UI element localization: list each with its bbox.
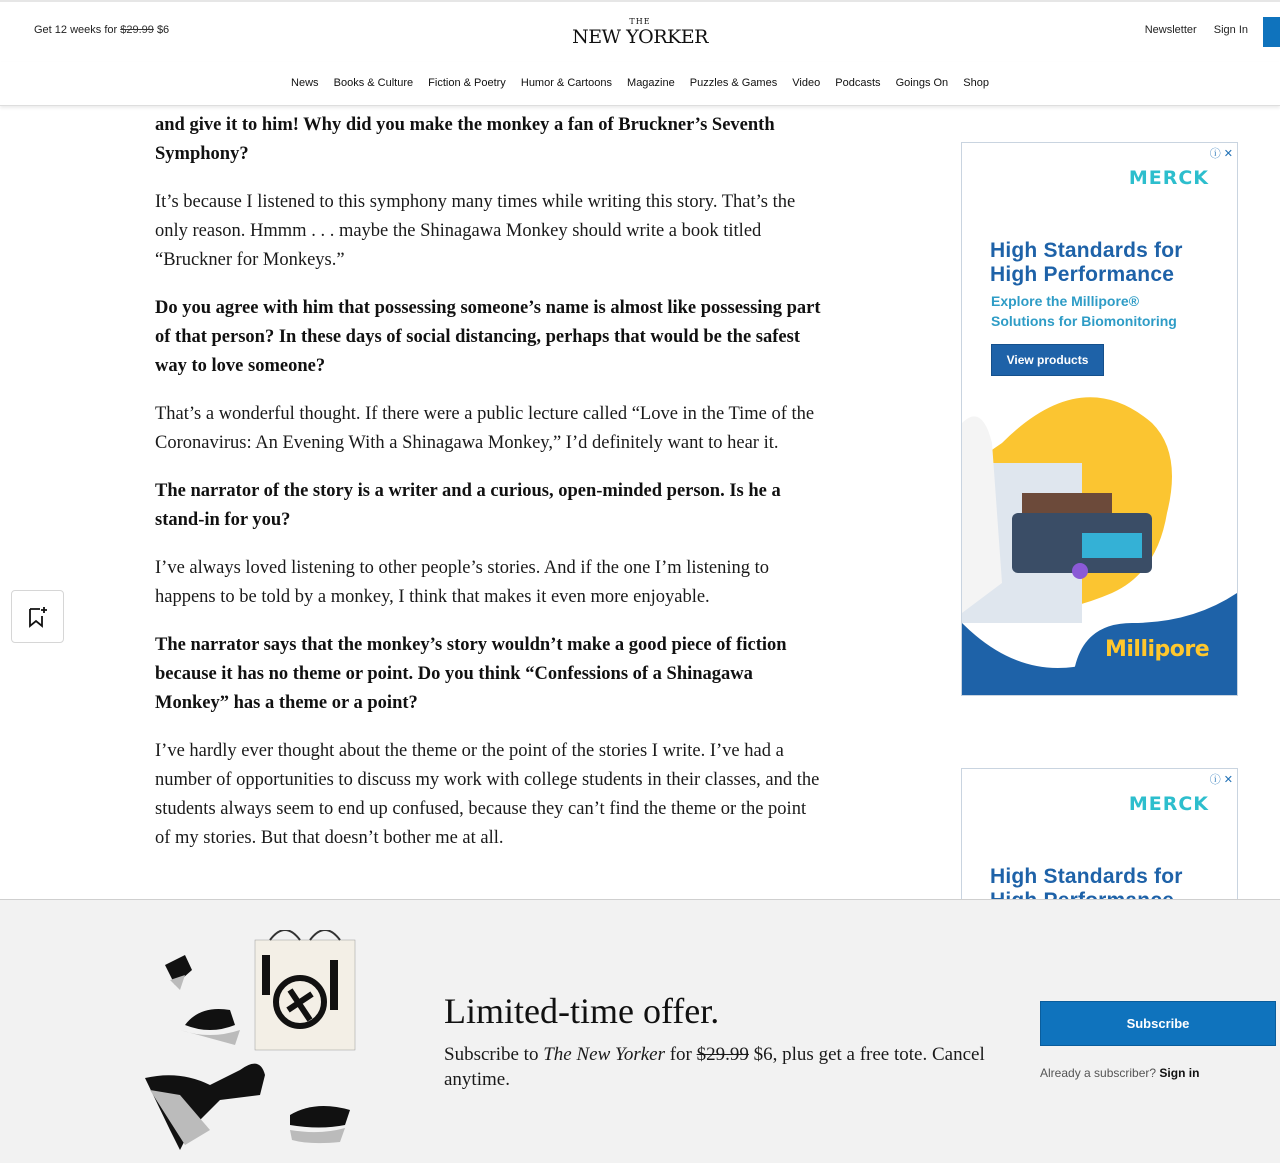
header-links [1131, 24, 1248, 36]
article-body [155, 106, 823, 872]
subscription-promo[interactable] [34, 24, 169, 36]
ad-subtitle-line-2: Solutions for Biomonitoring [991, 313, 1177, 329]
merck-logo: MERCK [1128, 167, 1209, 189]
nav-item-video[interactable]: Video [792, 77, 821, 89]
ad-headline-line-2: High Performance [990, 263, 1175, 286]
sign-in-link[interactable]: Sign In [1213, 24, 1248, 36]
new-yorker-logo[interactable] [570, 18, 710, 48]
nav-item-puzzles-games[interactable]: Puzzles & Games [689, 77, 778, 89]
merck-ad-second[interactable] [961, 768, 1238, 910]
offer-title: Limited-time offer. [444, 991, 720, 1031]
article-answer: I’ve always loved listening to other people’s stories. And if the one I’m listening to happens to be told by a monkey, I think that makes it even more enjoyable. [155, 558, 769, 607]
offer-publication: The New Yorker [543, 1044, 665, 1065]
subscribe-button[interactable]: Subscribe [1040, 1001, 1276, 1046]
article-question: The narrator says that the monkey’s story wouldn’t make a good piece of fiction because it has no theme or point. Do you think “Confessions of a Shinagawa Monkey” has a theme or a point? [155, 635, 787, 713]
logo-name: NEW YORKER [572, 26, 708, 48]
offer-sign-in-link[interactable]: Sign in [1159, 1066, 1200, 1080]
ad-headline [990, 239, 1183, 287]
nav-item-magazine[interactable]: Magazine [627, 77, 675, 89]
already-subscriber-text: Already a subscriber? [1040, 1066, 1157, 1080]
limited-offer-banner [0, 899, 1280, 1163]
already-subscriber [1040, 1066, 1199, 1080]
article-question: and give it to him! Why did you make the monkey a fan of Bruckner’s Seventh Symphony? [155, 115, 775, 164]
millipore-logo: Millipore [1105, 637, 1210, 662]
promo-new-price: $6 [156, 24, 170, 36]
nav-item-news[interactable]: News [291, 77, 319, 89]
offer-old-price: $29.99 [696, 1044, 749, 1065]
nav-item-shop[interactable]: Shop [963, 77, 989, 89]
ad-choices-close-icon[interactable]: ⓘ ✕ [1209, 774, 1233, 786]
article-question: Do you agree with him that possessing someone’s name is almost like possessing part of that person? In these days of social distancing, perhaps that would be the safest way to love someone? [155, 298, 821, 376]
bookmark-add-icon [27, 605, 49, 629]
top-bar [0, 0, 1280, 64]
merck-logo: MERCK [1128, 793, 1209, 815]
monkey-tote-illustration [140, 930, 370, 1155]
nav-item-goings-on[interactable]: Goings On [895, 77, 949, 89]
offer-text-2: for [669, 1044, 692, 1065]
ad-choices-close-icon[interactable]: ⓘ ✕ [1209, 148, 1233, 160]
offer-text-1: Subscribe to [444, 1044, 539, 1065]
merck-ad[interactable] [961, 142, 1238, 696]
offer-text-3: $6, plus get a free tote. Cancel anytime. [444, 1044, 985, 1090]
article-answer: It’s because I listened to this symphony many times while writing this story. That’s the only reason. Hmmm . . . maybe the Shinagawa Monkey should write a book titled “Bruckner for Monkeys.” [155, 192, 796, 270]
article-question: The narrator of the story is a writer and a curious, open-minded person. Is he a stand-in for you? [155, 481, 781, 530]
logo-the: THE [629, 17, 651, 26]
ad-subtitle-line-1: Explore the Millipore® [991, 293, 1140, 309]
offer-description [444, 1042, 1004, 1092]
article-answer: I’ve hardly ever thought about the theme or the point of the stories I write. I’ve had a number of opportunities to discuss my work with college students in their classes, and the students always seem to end up confused, because they can’t find the theme or the point of my stories. But that doesn’t bother me at all. [155, 741, 820, 848]
nav-item-books-culture[interactable]: Books & Culture [333, 77, 414, 89]
promo-prefix: Get 12 weeks for [34, 24, 118, 36]
main-navigation [0, 62, 1280, 106]
newsletter-link[interactable]: Newsletter [1144, 24, 1197, 36]
nav-item-humor-cartoons[interactable]: Humor & Cartoons [520, 77, 612, 89]
save-article-button[interactable] [11, 590, 64, 643]
ad-headline-line-1: High Standards for [990, 239, 1183, 262]
nav-item-podcasts[interactable]: Podcasts [835, 77, 881, 89]
subscribe-header-button[interactable] [1263, 17, 1280, 47]
ad-subtitle [991, 291, 1177, 331]
nav-item-fiction-poetry[interactable]: Fiction & Poetry [428, 77, 506, 89]
view-products-button[interactable]: View products [991, 344, 1104, 376]
promo-old-price: $29.99 [120, 24, 154, 36]
article-answer: That’s a wonderful thought. If there were a public lecture called “Love in the Time of the Coronavirus: An Evening With a Shinagawa Monkey,” I’d definitely want to hear it. [155, 404, 815, 453]
ad-headline-line-1: High Standards for [990, 865, 1183, 888]
